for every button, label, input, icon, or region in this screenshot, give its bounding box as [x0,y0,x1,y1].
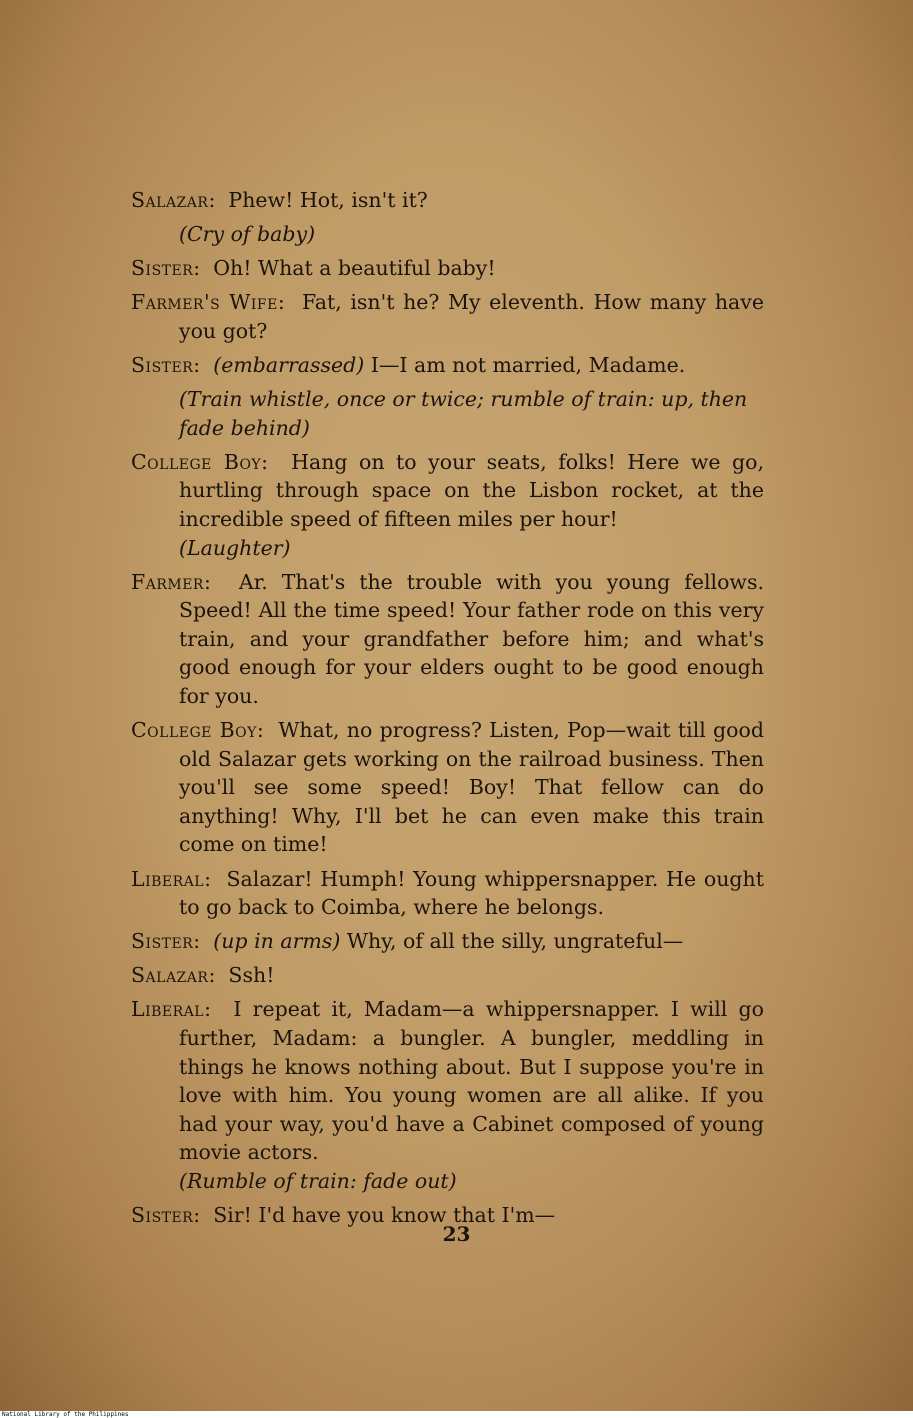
dialogue-line [131,995,764,1167]
dialogue-text: Ar. That's the trouble with you young fellows. Speed! All the time speed! Your father rode on this very train, and your grandfather before him; and what's good enough for your elders ought to be good enough for you. [179,569,764,708]
dialogue-line [131,186,764,215]
dialogue-line [131,716,764,859]
speaker-name: Farmer [131,569,204,594]
dialogue-text: Hang on to your seats, folks! Here we go, hurtling through space on the Lisbon rocket, at the incredible speed of fifteen miles per hour! [179,449,764,531]
dialogue-text: Sir! I'd have you know that I'm— [213,1203,556,1228]
speaker-separator: : [208,188,216,212]
speaker-name: College Boy [131,718,257,743]
inline-direction: (up in arms) [213,929,341,954]
speaker-name: Sister [131,256,194,281]
dialogue-text: What, no progress? Listen, Pop—wait till good old Salazar gets working on the railroad business. Then you'll see some speed! Boy! That fellow can do anything! Why, I'll bet he can even make this train come on time! [179,718,764,857]
speaker-separator: : [261,449,269,474]
speaker-name: Sister [131,352,194,377]
speaker-separator: : [256,718,264,743]
inline-direction: (embarrassed) [213,352,365,377]
dialogue-line [131,448,764,534]
dialogue-line [131,865,764,922]
dialogue-text: Phew! Hot, isn't it? [228,188,428,212]
dialogue-text: Ssh! [228,963,275,988]
speaker-name: Salazar [131,188,209,212]
stage-direction: (Laughter) [179,535,291,560]
dialogue-text: Oh! What a beautiful baby! [213,256,496,281]
dialogue-line [131,288,764,345]
speaker-name: Salazar [131,963,209,988]
dialogue-text: I—I am not married, Madame. [370,352,686,377]
dialogue-line [131,254,764,283]
speaker-separator: : [203,569,211,594]
speaker-name: College Boy [131,449,262,474]
dialogue-line [131,927,764,956]
dialogue-text: Salazar! Humph! Young whippersnapper. He ought to go back to Coimba, where he belongs. [179,866,764,920]
speaker-name: Liberal [131,866,205,891]
speaker-separator: : [277,290,285,315]
speaker-name: Sister [131,929,194,954]
speaker-separator: : [193,352,201,377]
dialogue-text: I repeat it, Madam—a whippersnapper. I will go further, Madam: a bungler. A bungler, meddling in things he knows nothing about. But I suppose you're in love with him. You young women are all alike. If you had your way, you'd have a Cabinet composed of young movie actors. [179,997,764,1165]
speaker-separator: : [193,256,201,281]
speaker-separator: : [204,866,212,891]
stage-direction: (Cry of baby) [179,222,316,247]
dialogue-line [131,351,764,380]
dialogue-line [131,961,764,990]
speaker-separator: : [204,997,212,1022]
stage-direction: (Rumble of train: fade out) [179,1169,457,1193]
library-credit: National Library of the Philippines [0,1411,913,1418]
page-number: 23 [442,1222,471,1246]
speaker-separator: : [208,963,216,988]
speaker-name: Liberal [131,997,205,1022]
play-script [131,186,764,1235]
speaker-separator: : [193,929,201,954]
speaker-name: Farmer's Wife [131,290,278,315]
dialogue-line [131,568,764,711]
dialogue-text: Fat, isn't he? My eleventh. How many have you got? [179,290,764,343]
speaker-separator: : [193,1203,201,1228]
dialogue-text: Why, of all the silly, ungrateful— [346,929,684,954]
stage-direction: (Train whistle, once or twice; rumble of train: up, then fade behind) [179,387,748,440]
speaker-name: Sister [131,1203,194,1228]
